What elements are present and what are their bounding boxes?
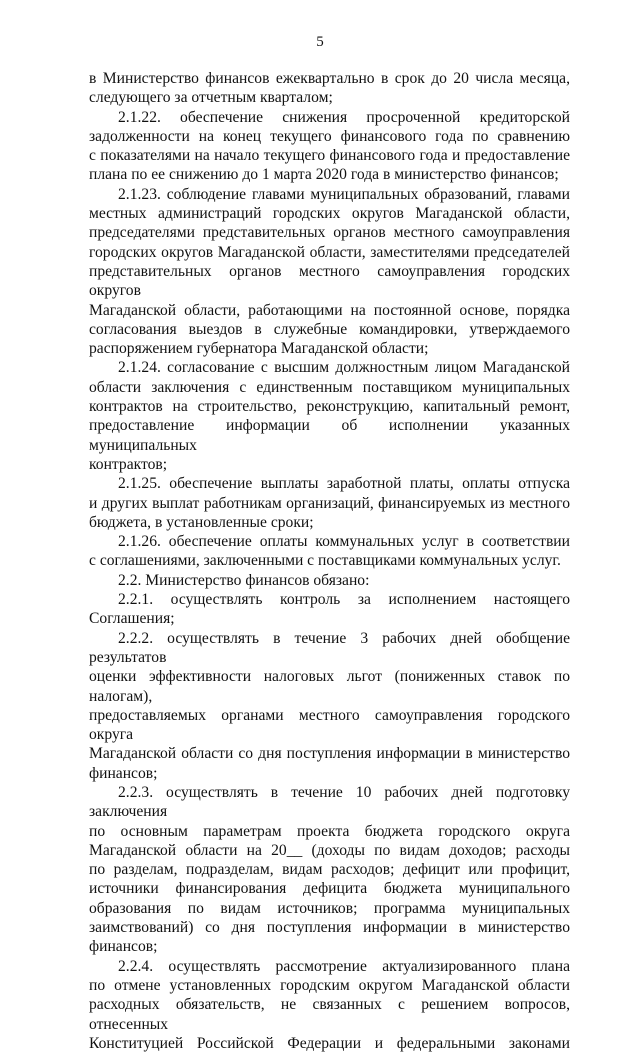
text-line: 2.2.4. осуществлять рассмотрение актуализированного плана	[118, 957, 570, 975]
text-line: оценки эффективности налоговых льгот (пониженных ставок по налогам),	[89, 668, 570, 705]
paragraph-continuation	[89, 69, 570, 108]
paragraph-2-1-25	[89, 474, 570, 532]
text-line: председателями представительных органов местного самоуправления	[89, 224, 570, 242]
text-line: предоставляемых органами местного самоуправления городского округа	[89, 706, 570, 744]
text-line: Конституцией Российской Федерации и федеральными законами	[89, 1034, 570, 1052]
text-line: распоряжением губернатора Магаданской области;	[89, 340, 429, 358]
text-line: Магаданской области на 20__ (доходы по видам доходов; расходы	[89, 841, 570, 859]
paragraph-2-1-23	[89, 185, 570, 359]
text-line: 2.2. Министерство финансов обязано:	[118, 571, 370, 589]
text-line: в Министерство финансов ежеквартально в срок до 20 числа месяца,	[89, 70, 570, 87]
text-line: 2.1.26. обеспечение оплаты коммунальных услуг в соответствии	[118, 533, 570, 551]
text-line: заимствований) со дня поступления информации в министерство	[89, 919, 570, 937]
text-line: городских округов Магаданской области, заместителями председателей	[89, 243, 570, 261]
text-line: расходных обязательств, не связанных с решением вопросов, отнесенных	[89, 996, 570, 1033]
text-line: области заключения с единственным поставщиком муниципальных	[89, 378, 570, 396]
text-line: контрактов на строительство, реконструкцию, капитальный ремонт,	[89, 398, 570, 416]
paragraph-2-2-heading	[89, 571, 570, 590]
paragraph-2-2-1	[89, 590, 570, 629]
text-line: местных администраций городских округов Магаданской области,	[89, 205, 570, 223]
text-line: финансов;	[89, 938, 158, 956]
body-text	[89, 69, 570, 1053]
text-line: по отмене установленных городским округом Магаданской области	[89, 976, 570, 994]
text-line: Магаданской области, работающими на постоянной основе, порядка	[89, 301, 570, 319]
paragraph-2-1-22	[89, 108, 570, 185]
text-line: с соглашениями, заключенными с поставщиками коммунальных услуг.	[89, 552, 561, 570]
text-line: образования по видам источников; программа муниципальных	[89, 899, 570, 917]
text-line: Соглашения;	[89, 610, 175, 628]
text-line: Магаданской области со дня поступления информации в министерство	[89, 745, 570, 763]
text-line: следующего за отчетным кварталом;	[89, 89, 333, 107]
text-line: контрактов;	[89, 455, 168, 473]
text-line: предоставление информации об исполнении указанных муниципальных	[89, 417, 570, 454]
text-line: 2.2.3. осуществлять в течение 10 рабочих дней подготовку заключения	[89, 783, 570, 821]
text-line: согласования выездов в служебные командировки, утверждаемого	[89, 320, 570, 338]
text-line: по разделам, подразделам, видам расходов; дефицит или профицит,	[89, 861, 570, 879]
text-line: 2.1.23. соблюдение главами муниципальных образований, главами	[118, 185, 570, 203]
paragraph-2-1-24	[89, 358, 570, 474]
paragraph-2-2-4	[89, 957, 570, 1053]
page-number: 5	[316, 34, 324, 50]
text-line: бюджета, в установленные сроки;	[89, 513, 314, 531]
text-line: 2.1.25. обеспечение выплаты заработной платы, оплаты отпуска	[118, 475, 570, 493]
text-line: представительных органов местного самоуправления городских округов	[89, 262, 570, 300]
paragraph-2-2-3	[89, 783, 570, 957]
text-line: 2.1.24. согласование с высшим должностным лицом Магаданской	[118, 359, 570, 377]
text-line: 2.2.1. осуществлять контроль за исполнением настоящего	[118, 591, 570, 609]
text-line: с показателями на начало текущего финансового года и предоставление	[89, 147, 570, 165]
text-line: задолженности на конец текущего финансового года по сравнению	[89, 127, 570, 145]
paragraph-2-1-26	[89, 532, 570, 571]
text-line: плана по ее снижению до 1 марта 2020 года в министерство финансов;	[89, 166, 559, 184]
paragraph-2-2-2	[89, 629, 570, 783]
text-line: источники финансирования дефицита бюджета муниципального	[89, 880, 570, 898]
text-line: финансов;	[89, 764, 158, 782]
text-line: по основным параметрам проекта бюджета городского округа	[89, 822, 570, 840]
text-line: и других выплат работникам организаций, финансируемых из местного	[89, 494, 570, 512]
text-line: 2.1.22. обеспечение снижения просроченной кредиторской	[118, 108, 570, 126]
text-line: 2.2.2. осуществлять в течение 3 рабочих дней обобщение результатов	[89, 629, 570, 666]
